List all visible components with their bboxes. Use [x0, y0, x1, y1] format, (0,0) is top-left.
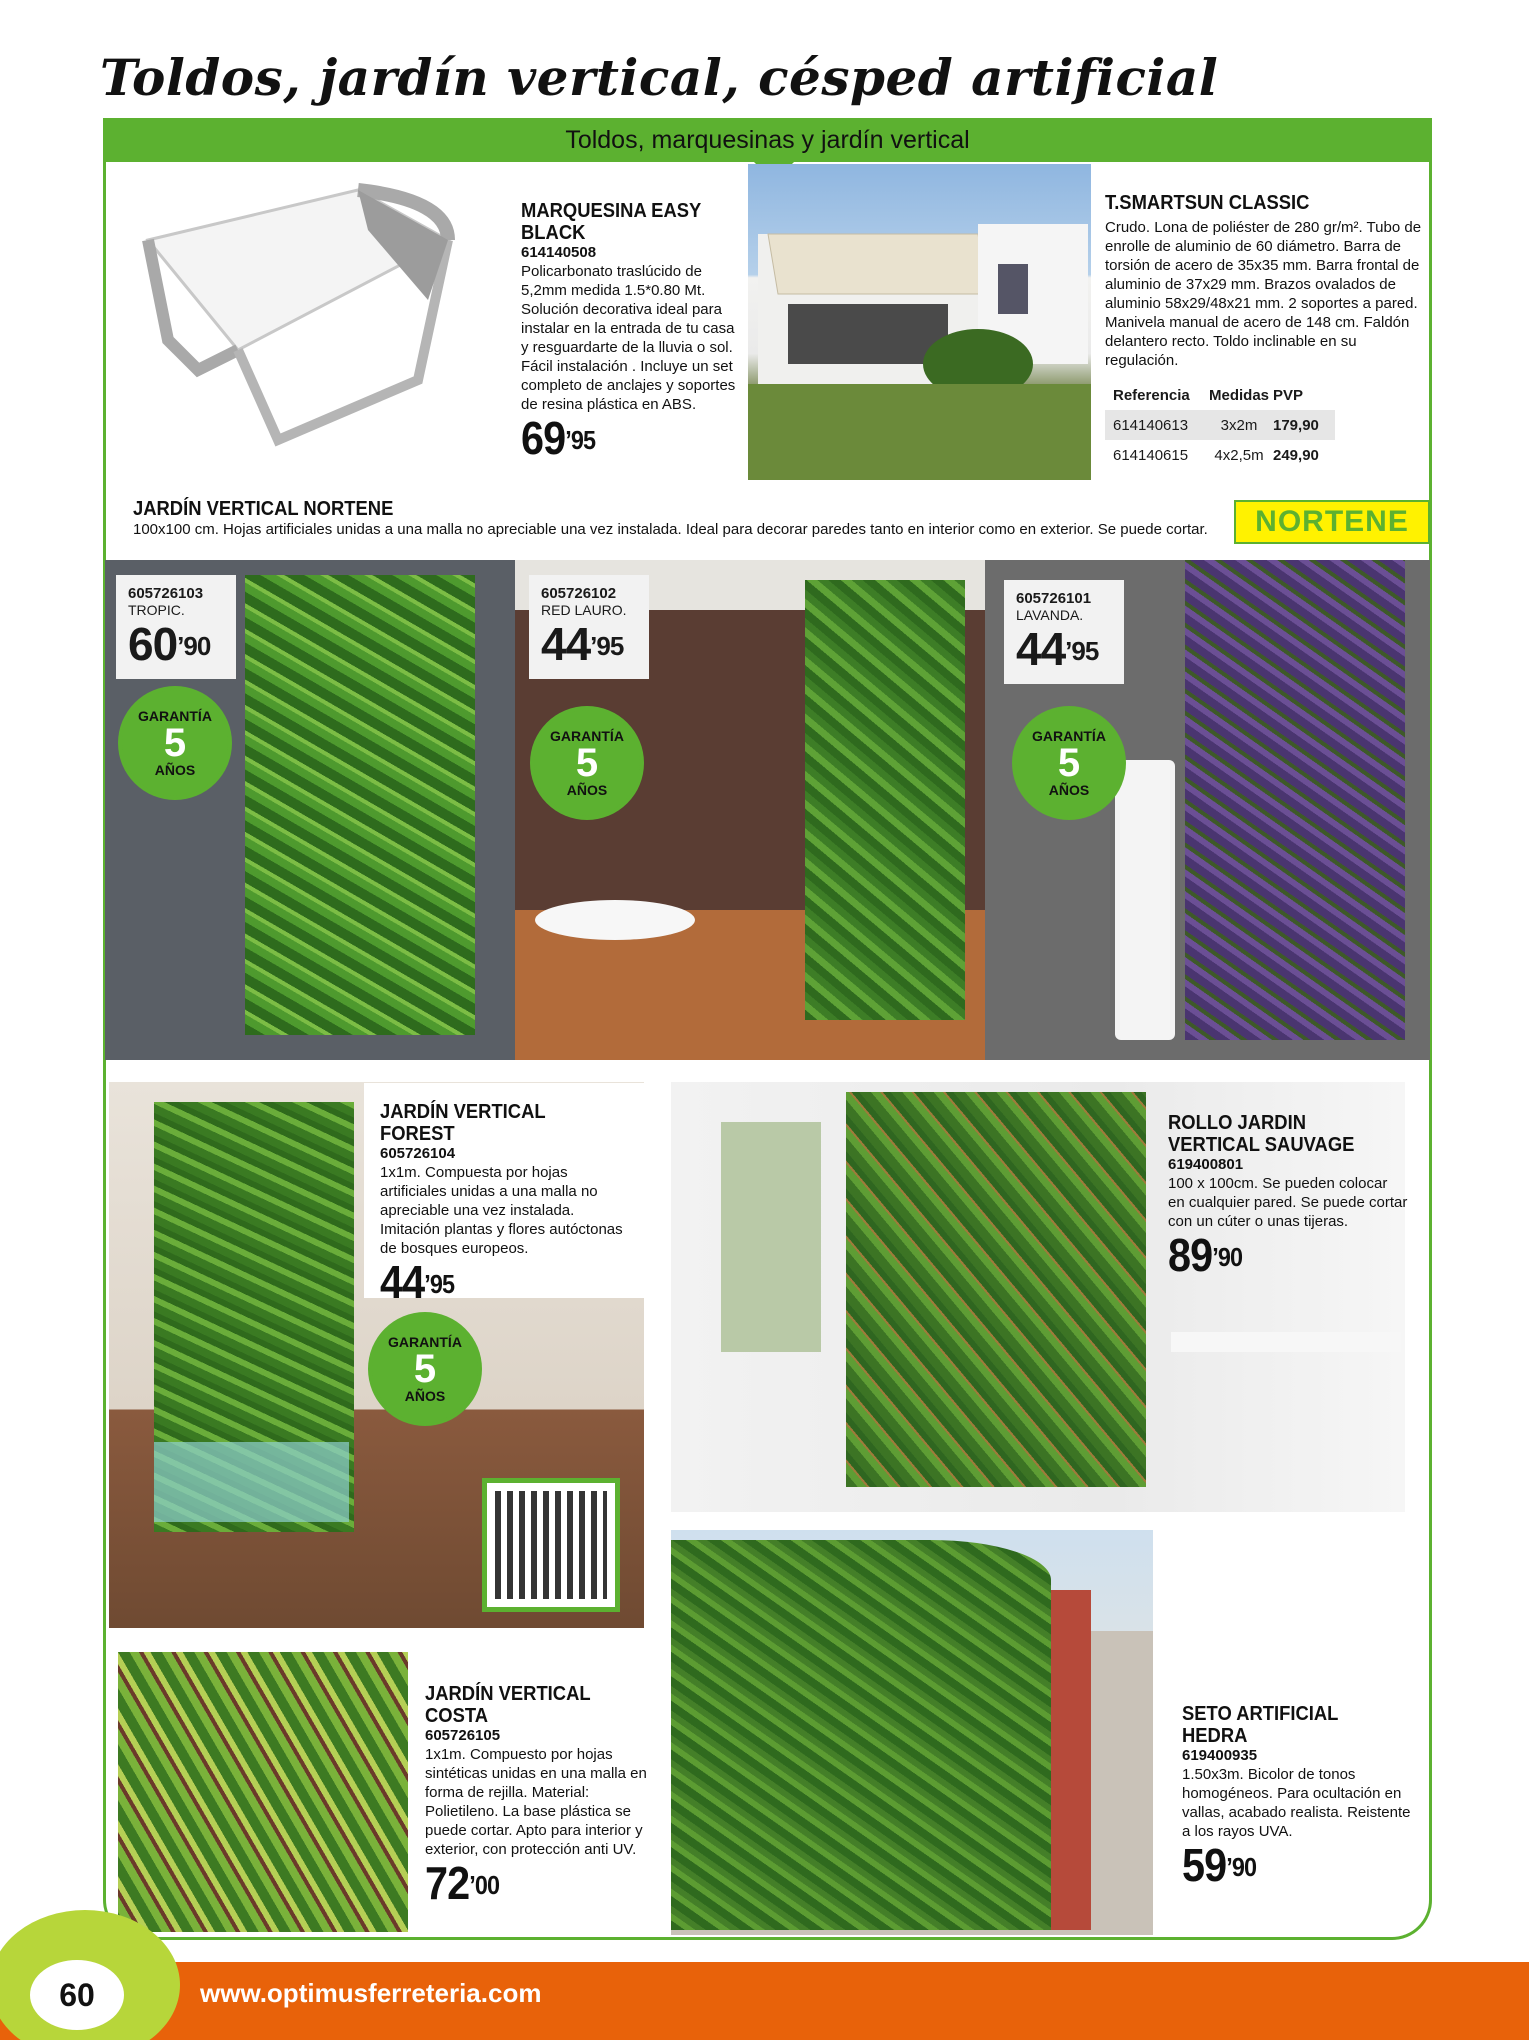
- th-ref: Referencia: [1113, 386, 1190, 404]
- costa-ref: 605726105: [425, 1727, 501, 1744]
- price-int: 69: [521, 412, 566, 464]
- gate-pillar: [1051, 1590, 1091, 1930]
- badge-top: GARANTÍA: [1032, 728, 1106, 744]
- page-title: Toldos, jardín vertical, césped artificial: [100, 48, 1219, 107]
- costa-price: [425, 1859, 632, 1907]
- hedra-desc: 1.50x3m. Bicolor de tonos homogéneos. Para ocultación en vallas, acabado realista. Reistente a los rayos UVA.: [1182, 1766, 1411, 1840]
- dining-table: [1171, 1332, 1401, 1352]
- marquesina-image: [118, 180, 488, 470]
- hedra-title: SETO ARTIFICIAL HEDRA: [1182, 1703, 1339, 1747]
- price-dec: ’90: [1212, 1242, 1243, 1272]
- price-int: 89: [1168, 1229, 1213, 1281]
- nortene-block: [133, 498, 1223, 539]
- sauvage-desc: 100 x 100cm. Se pueden colocar en cualquier pared. Se puede cortar con un cúter o unas tijeras.: [1168, 1175, 1408, 1230]
- card-name: TROPIC.: [128, 602, 185, 618]
- price-int: 72: [425, 1857, 470, 1909]
- badge-num: 5: [1057, 741, 1081, 785]
- smartsun-title: T.SMARTSUN CLASSIC: [1105, 192, 1310, 214]
- forest-price: [380, 1258, 607, 1306]
- guarantee-badge: [534, 710, 640, 816]
- glass-table: [154, 1442, 349, 1522]
- smartsun-block: [1105, 192, 1425, 370]
- badge-bottom: AÑOS: [1048, 782, 1090, 798]
- card-code: 605726103: [128, 585, 204, 602]
- marquesina-desc: Policarbonato traslúcido de 5,2mm medida 1.5*0.80 Mt. Solución decorativa ideal para instalar en la entrada de tu casa y resguardarte de la lluvia o sol. Fácil instalación . Incluye un set completo de anclajes y soportes de resina plástica en ABS.: [521, 263, 736, 413]
- sauvage-wall: [846, 1092, 1146, 1487]
- qr-pattern: [495, 1491, 607, 1599]
- card-code: 605726102: [541, 585, 617, 602]
- cell-ref: 614140613: [1113, 416, 1189, 434]
- badge-top: GARANTÍA: [550, 728, 624, 744]
- price-dec: ’95: [424, 1269, 455, 1299]
- badge-bottom: AÑOS: [154, 762, 196, 778]
- th-pvp: PVP: [1273, 386, 1304, 404]
- badge-num: 5: [163, 721, 187, 765]
- price-card-lauro: [529, 575, 649, 679]
- forest-desc: 1x1m. Compuesta por hojas artificiales unidas a una malla no apreciable una vez instalada. Imitación plantas y flores autóctonas de bosques europeos.: [380, 1164, 623, 1257]
- badge-bottom: AÑOS: [404, 1388, 446, 1404]
- guarantee-badge: [372, 1316, 478, 1422]
- lavanda-wall: [1185, 560, 1405, 1040]
- price-dec: ’00: [469, 1870, 500, 1900]
- sauvage-price: [1168, 1231, 1384, 1279]
- hedra-ref: 619400935: [1182, 1747, 1258, 1764]
- smartsun-table: [1105, 380, 1335, 470]
- price-int: 59: [1182, 1839, 1227, 1891]
- badge-top: GARANTÍA: [388, 1334, 462, 1350]
- marquesina-price: [521, 414, 724, 462]
- card-code: 605726101: [1016, 590, 1092, 607]
- cell-pvp: 179,90: [1273, 416, 1319, 434]
- section-band: Toldos, marquesinas y jardín vertical: [103, 118, 1432, 162]
- forest-title: JARDÍN VERTICAL FOREST: [380, 1101, 546, 1145]
- awning-photo: [748, 164, 1091, 480]
- marquesina-title: MARQUESINA EASY BLACK: [521, 200, 701, 244]
- price-card-lavanda: [1004, 580, 1124, 684]
- price-dec: ’90: [177, 631, 211, 661]
- smartsun-desc: Crudo. Lona de poliéster de 280 gr/m². Tubo de enrolle de aluminio de 60 diámetro. Barra de torsión de acero de 35x35 mm. Barra frontal de aluminio de 37x29 mm. Brazos ovalados de aluminio 58x29/48x21 mm. 2 soportes a pared. Manivela manual de acero de 148 cm. Faldón delantero recto. Toldo inclinable en su regulación.: [1105, 219, 1422, 369]
- th-medidas: Medidas: [1208, 386, 1269, 404]
- badge-top: GARANTÍA: [138, 708, 212, 724]
- price-dec: ’95: [1065, 636, 1099, 666]
- website-link[interactable]: www.optimusferreteria.com: [200, 1978, 542, 2008]
- marquesina-block: [521, 200, 746, 462]
- guarantee-badge: [1016, 710, 1122, 816]
- tropic-wall: [245, 575, 475, 1035]
- badge-bottom: AÑOS: [566, 782, 608, 798]
- hedra-hedge: [671, 1540, 1051, 1930]
- sauvage-block: [1168, 1112, 1408, 1279]
- card-price: [128, 619, 224, 669]
- sauvage-ref: 619400801: [1168, 1156, 1244, 1173]
- cell-medidas: 3x2m: [1220, 416, 1258, 434]
- card-name: LAVANDA.: [1016, 607, 1084, 623]
- price-int: 44: [541, 618, 591, 670]
- hedra-price: [1182, 1841, 1398, 1889]
- cell-pvp: 249,90: [1273, 446, 1319, 464]
- lauro-wall: [805, 580, 965, 1020]
- costa-desc: 1x1m. Compuesto por hojas sintéticas unidas en una malla en forma de rejilla. Material: Polietileno. La base plástica se puede cortar. Apto para interior y exterior, con protección anti UV.: [425, 1746, 647, 1858]
- sauvage-title: ROLLO JARDIN VERTICAL SAUVAGE: [1168, 1112, 1355, 1156]
- nortene-logo: NORTENE: [1234, 500, 1430, 544]
- window: [721, 1122, 821, 1352]
- card-price: [1016, 624, 1112, 674]
- forest-block: [364, 1083, 644, 1308]
- card-price: [541, 619, 637, 669]
- table-header: [1105, 380, 1335, 410]
- badge-num: 5: [413, 1347, 437, 1391]
- price-dec: ’95: [565, 425, 596, 455]
- forest-ref: 605726104: [380, 1145, 456, 1162]
- page-number: 60: [30, 1960, 124, 2030]
- price-card-tropic: [116, 575, 236, 679]
- table-row: [1105, 410, 1335, 440]
- table-top: [535, 900, 695, 940]
- cell-medidas: 4x2,5m: [1214, 446, 1264, 464]
- planter: [1115, 760, 1175, 1040]
- nortene-desc: 100x100 cm. Hojas artificiales unidas a una malla no apreciable una vez instalada. Ideal para decorar paredes tanto en interior como en exterior. Se puede cortar.: [133, 521, 1208, 538]
- price-int: 44: [380, 1256, 425, 1308]
- guarantee-badge: [122, 690, 228, 796]
- cell-ref: 614140615: [1113, 446, 1189, 464]
- price-int: 60: [128, 618, 178, 670]
- costa-block: [425, 1683, 655, 1907]
- costa-title: JARDÍN VERTICAL COSTA: [425, 1683, 591, 1727]
- table-row: [1105, 440, 1335, 470]
- costa-photo: [118, 1652, 408, 1932]
- price-dec: ’95: [590, 631, 624, 661]
- hedra-photo: [671, 1530, 1153, 1935]
- nortene-title: JARDÍN VERTICAL NORTENE: [133, 498, 394, 520]
- marquesina-ref: 614140508: [521, 244, 597, 261]
- badge-num: 5: [575, 741, 599, 785]
- hedra-block: [1182, 1703, 1422, 1889]
- price-int: 44: [1016, 623, 1066, 675]
- qr-code[interactable]: [482, 1478, 620, 1612]
- card-name: RED LAURO.: [541, 602, 627, 618]
- price-dec: ’90: [1226, 1852, 1257, 1882]
